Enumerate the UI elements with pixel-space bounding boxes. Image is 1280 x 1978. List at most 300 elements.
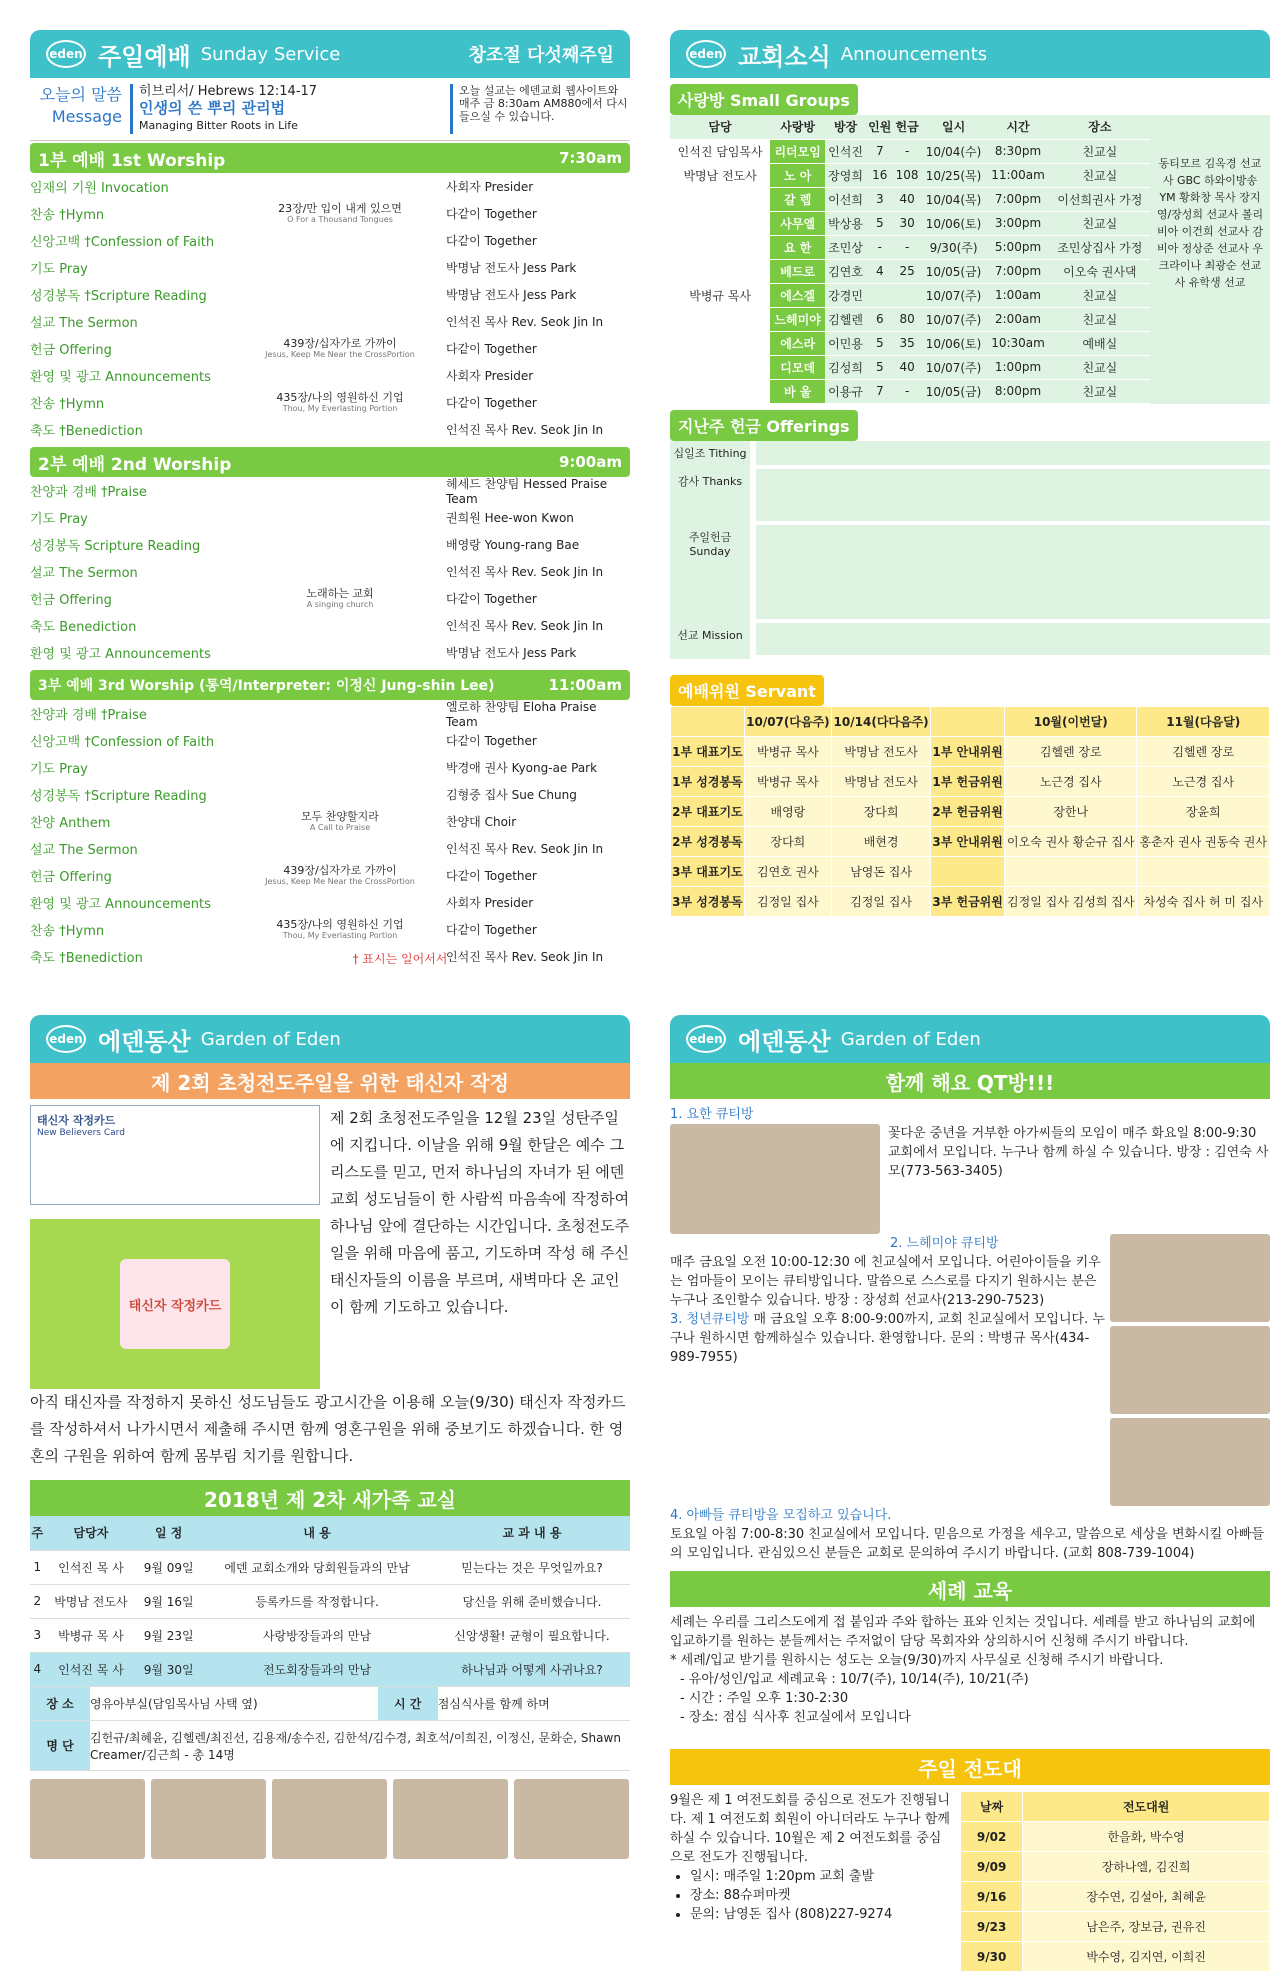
table-cell: 차성숙 집사 허 미 집사 (1137, 886, 1270, 916)
servant-title: 예배위원 Servant (670, 675, 824, 706)
table-cell: 9/23 (961, 1912, 1023, 1942)
table-cell (670, 355, 770, 379)
table-cell: 이용규 (825, 379, 866, 403)
table-row (670, 139, 1150, 163)
table-cell: 박상용 (825, 211, 866, 235)
program-item: 기도 Pray (30, 512, 88, 527)
program-item: 찬송 †Hymn (30, 397, 105, 412)
table-cell: 10/07(주) (921, 283, 987, 307)
table-cell: 친교실 (1050, 163, 1150, 187)
offering-value (756, 441, 1270, 465)
table-cell: 10/04(목) (921, 187, 987, 211)
table-cell: 등록카드를 작정합니다. (200, 1584, 434, 1618)
worship-1-list (30, 173, 630, 443)
table-cell: 친교실 (1050, 379, 1150, 403)
sunday-header (30, 30, 630, 78)
eden-left-section (30, 1015, 630, 1859)
list-item: - 장소: 점심 식사후 친교실에서 모입니다 (680, 1710, 911, 1725)
table-cell: 10/07(주) (921, 355, 987, 379)
program-item: 환영 및 광고 Announcements (30, 897, 211, 912)
program-row (30, 227, 630, 254)
table-cell: 친교실 (1050, 139, 1150, 163)
list-item: - 시간 : 주일 오후 1:30-2:30 (680, 1691, 849, 1706)
program-item: 찬송 †Hymn (30, 208, 105, 223)
header-row (961, 1792, 1270, 1822)
table-cell: 8:30pm (986, 139, 1049, 163)
table-cell (866, 283, 893, 307)
program-leader: 다같이 Together (446, 592, 537, 606)
table-cell: 3 (30, 1618, 45, 1652)
eden-logo-icon: eden (686, 40, 726, 68)
program-row (30, 862, 630, 889)
table-cell: 10:30am (986, 331, 1049, 355)
table-cell: 예배실 (1050, 331, 1150, 355)
table-cell: 10/06(토) (921, 331, 987, 355)
table-cell: 남영돈 집사 (832, 856, 931, 886)
table-cell: 강경민 (825, 283, 866, 307)
column-header (671, 706, 745, 736)
card-image: 태신자 작정카드 New Believers Card (30, 1105, 320, 1205)
column-header: 11월(다음달) (1137, 706, 1270, 736)
eden-logo-icon: eden (686, 1025, 726, 1053)
table-cell (1137, 856, 1270, 886)
newfamily-title: 2018년 제 2차 새가족 교실 (30, 1480, 630, 1516)
table-cell: 4 (30, 1652, 45, 1686)
table-cell: 전도회장들과의 만남 (200, 1652, 434, 1686)
table-cell (670, 235, 770, 259)
column-header (931, 706, 1005, 736)
program-leader: 박명남 전도사 Jess Park (446, 646, 577, 660)
table-cell: 박병규 목사 (670, 283, 770, 307)
offering-label: 십일조 Tithing (670, 441, 750, 469)
program-item: 성경봉독 Scripture Reading (30, 539, 201, 554)
table-cell: 3 (866, 187, 893, 211)
section-subtitle: Sunday Service (200, 43, 341, 65)
table-row (30, 1652, 630, 1686)
table-cell: 7:00pm (986, 187, 1049, 211)
header-row (30, 1516, 630, 1550)
newbeliever-title: 제 2회 초청전도주일을 위한 태신자 작정 (30, 1063, 630, 1099)
table-cell (670, 211, 770, 235)
table-cell: 인석진 목 사 (45, 1550, 138, 1584)
list-item: - 유아/성인/입교 세례교육 : 10/7(주), 10/14(주), 10/21(주) (680, 1672, 1029, 1687)
column-header: 주 (30, 1516, 45, 1550)
baptism-list (670, 1670, 1270, 1727)
program-row (30, 558, 630, 585)
table-row (30, 1618, 630, 1652)
table-cell: 에스라 (770, 331, 825, 355)
table-cell: 요 한 (770, 235, 825, 259)
program-leader: 인석진 목사 Rev. Seok Jin In (446, 315, 604, 329)
table-cell: 이오숙 권사 황순규 집사 (1005, 826, 1137, 856)
baptism-note: * 세례/입교 받기를 원하시는 성도는 오늘(9/30)까지 사무실로 신청해 주시기 바랍니다. (670, 1653, 1164, 1668)
column-header: 일시 (921, 115, 987, 139)
table-cell: 2부 성경봉독 (671, 826, 745, 856)
table-cell: 사랑방장들과의 만남 (200, 1618, 434, 1652)
table-cell: 이선희권사 가정 (1050, 187, 1150, 211)
column-header: 날짜 (961, 1792, 1023, 1822)
table-cell: 김연호 권사 (744, 856, 831, 886)
offerings-title: 지난주 헌금 Offerings (670, 410, 858, 441)
program-row (30, 504, 630, 531)
sermon-info (130, 84, 450, 134)
program-row (30, 477, 630, 504)
program-item: 성경봉독 †Scripture Reading (30, 289, 207, 304)
table-cell: 리더모임 (770, 139, 825, 163)
program-item: 설교 The Sermon (30, 316, 138, 331)
table-cell: 3부 성경봉독 (671, 886, 745, 916)
program-leader: 다같이 Together (446, 734, 537, 748)
ann-header: eden 교회소식 Announcements (670, 30, 1270, 78)
table-cell: 김헬렌 장로 (1137, 736, 1270, 766)
small-groups-title: 사랑방 Small Groups (670, 84, 858, 115)
table-cell: 3부 안내위원 (931, 826, 1005, 856)
program-leader: 인석진 목사 Rev. Seok Jin In (446, 565, 604, 579)
servant-table (670, 706, 1270, 917)
table-cell: 1부 성경봉독 (671, 766, 745, 796)
worship-3-list (30, 700, 630, 970)
column-header: 장소 (1050, 115, 1150, 139)
table-cell: 박명남 전도사 (832, 766, 931, 796)
table-cell: 장영희 (825, 163, 866, 187)
program-row (30, 700, 630, 727)
column-header: 담당 (670, 115, 770, 139)
stand-note: † 표시는 일어서서 (352, 952, 448, 966)
newbeliever-text-2: 아직 태신자를 작정하지 못하신 성도님들도 광고시간을 이용해 오늘(9/30) 태신자 작정카드를 작성하셔서 나가시면서 제출해 주시면 함께 영혼구원을 위해 중보기도 하겠습니다. 한 영혼의 구원을 위하여 함께 몸부림 치기를 원합니다. (30, 1393, 626, 1465)
program-row (30, 200, 630, 227)
column-header: 전도대원 (1023, 1792, 1270, 1822)
program-row (30, 173, 630, 200)
table-cell: 108 (893, 163, 920, 187)
eden-logo-icon: eden (46, 40, 86, 68)
program-row (30, 308, 630, 335)
table-cell: 에스겔 (770, 283, 825, 307)
table-cell: 김연호 (825, 259, 866, 283)
newfamily-photo (151, 1779, 266, 1859)
table-cell: 16 (866, 163, 893, 187)
program-song-en: Thou, My Everlasting Portion (282, 403, 398, 413)
table-cell: 7:00pm (986, 259, 1049, 283)
table-cell: 친교실 (1050, 307, 1150, 331)
table-cell: 3부 헌금위원 (931, 886, 1005, 916)
program-item: 축도 †Benediction (30, 951, 143, 966)
table-cell: 3:00pm (986, 211, 1049, 235)
table-cell: - (893, 379, 920, 403)
table-cell: 9월 30일 (137, 1652, 200, 1686)
offering-row (670, 469, 1270, 525)
column-header: 교 과 내 용 (434, 1516, 630, 1550)
table-cell: 장한나 (1005, 796, 1137, 826)
evangelism-list (670, 1867, 952, 1924)
table-cell: 7 (866, 139, 893, 163)
table-cell: 하나님과 어떻게 사귀나요? (434, 1652, 630, 1686)
table-cell: 1부 헌금위원 (931, 766, 1005, 796)
qt-4-heading: 4. 아빠들 큐티방을 모집하고 있습니다. (670, 1508, 892, 1523)
program-row (30, 781, 630, 808)
program-item: 설교 The Sermon (30, 566, 138, 581)
table-row (670, 259, 1150, 283)
table-row (671, 856, 1270, 886)
table-cell (670, 307, 770, 331)
qt-photo (1110, 1326, 1270, 1414)
program-item: 기도 Pray (30, 262, 88, 277)
table-cell: 장다희 (744, 826, 831, 856)
table-cell: 3부 대표기도 (671, 856, 745, 886)
program-row (30, 281, 630, 308)
table-cell: 김성희 (825, 355, 866, 379)
table-cell: 5 (866, 355, 893, 379)
table-row (670, 187, 1150, 211)
table-row (670, 355, 1150, 379)
program-leader: 찬양대 Choir (446, 815, 517, 829)
program-leader: 인석진 목사 Rev. Seok Jin In (446, 423, 604, 437)
program-leader: 사회자 Presider (446, 369, 534, 383)
program-item: 기도 Pray (30, 762, 88, 777)
program-row (30, 727, 630, 754)
program-row (30, 362, 630, 389)
table-row (671, 736, 1270, 766)
table-cell: 홍춘자 권사 권동숙 권사 (1137, 826, 1270, 856)
column-header: 내 용 (200, 1516, 434, 1550)
column-header: 방장 (825, 115, 866, 139)
program-row (30, 335, 630, 362)
table-cell: 40 (893, 187, 920, 211)
table-row (961, 1942, 1270, 1972)
offering-label: 선교 Mission (670, 623, 750, 659)
table-cell: 10/25(목) (921, 163, 987, 187)
table-cell: 박수영, 김지연, 이희진 (1023, 1942, 1270, 1972)
program-leader: 다같이 Together (446, 207, 537, 221)
program-row (30, 389, 630, 416)
table-row (671, 886, 1270, 916)
newfamily-photo (514, 1779, 629, 1859)
program-leader: 다같이 Together (446, 923, 537, 937)
table-cell: - (866, 235, 893, 259)
column-header: 10/14(다다음주) (832, 706, 931, 736)
program-item: 헌금 Offering (30, 870, 112, 885)
table-cell: 2부 대표기도 (671, 796, 745, 826)
program-song: 439장/십자가로 가까이 Jesus, Keep Me Near the CrossPortion (240, 865, 440, 887)
table-cell (893, 283, 920, 307)
table-cell: 노근경 집사 (1137, 766, 1270, 796)
program-song: 435장/나의 영원하신 기업 Thou, My Everlasting Portion (240, 919, 440, 941)
table-cell: 40 (893, 355, 920, 379)
table-cell: 갈 렙 (770, 187, 825, 211)
newfamily-info: 장 소 영유아부실(담임목사님 사택 옆) 시 간 점심식사를 함께 하며 명 단 김헌규/최혜윤, 김헬렌/최진선, 김용재/송수진, 김한석/김수경, 최호석/이희진, 이정신, 문화순, Shawn Creamer/김근희 - 총 14명 (30, 1687, 630, 1772)
program-row (30, 254, 630, 281)
program-leader: 인석진 목사 Rev. Seok Jin In (446, 950, 604, 964)
table-cell: 조민상 (825, 235, 866, 259)
section-title: 주일예배 (98, 42, 191, 71)
table-cell: 당신을 위해 준비했습니다. (434, 1584, 630, 1618)
newfamily-photo (272, 1779, 387, 1859)
program-song: 435장/나의 영원하신 기업 Thou, My Everlasting Portion (240, 392, 440, 414)
table-cell: 1부 대표기도 (671, 736, 745, 766)
program-leader: 다같이 Together (446, 869, 537, 883)
program-leader: 다같이 Together (446, 234, 537, 248)
table-cell: 박병규 목사 (744, 736, 831, 766)
table-cell: 김정일 집사 (832, 886, 931, 916)
offering-value (756, 525, 1270, 619)
table-row (961, 1882, 1270, 1912)
program-item: 찬송 †Hymn (30, 924, 105, 939)
table-cell: 11:00am (986, 163, 1049, 187)
table-cell (670, 379, 770, 403)
table-row (670, 379, 1150, 403)
column-header: 사랑방 (770, 115, 825, 139)
qt-2-text: 매주 금요일 오전 10:00-12:30 에 친교실에서 모입니다. 어린아이들을 키우는 엄마들이 모이는 큐티방입니다. 말씀으로 스스로를 다지기 원하시는 분은 누구나 조인할수 있습니다. 방장 : 장성희 선교사(213-290-7523) (670, 1255, 1101, 1308)
table-cell: 10/06(토) (921, 211, 987, 235)
table-cell: 김정일 집사 김성희 집사 (1005, 886, 1137, 916)
worship-2-bar: 2부 예배 2nd Worship 9:00am (30, 447, 630, 477)
program-song-en: Thou, My Everlasting Portion (282, 930, 398, 940)
program-leader: 배영랑 Young-rang Bae (446, 538, 580, 552)
baptism-title: 세례 교육 (670, 1571, 1270, 1607)
offering-row (670, 525, 1270, 623)
list-item: • 장소: 88슈퍼마켓 (690, 1886, 952, 1905)
column-header: 일 정 (137, 1516, 200, 1550)
table-cell: 이선희 (825, 187, 866, 211)
offering-label: 감사 Thanks (670, 469, 750, 525)
table-cell: 친교실 (1050, 211, 1150, 235)
table-cell: 8:00pm (986, 379, 1049, 403)
table-cell: 김헬렌 (825, 307, 866, 331)
table-cell: 사무엘 (770, 211, 825, 235)
qt-title: 함께 해요 QT방!!! (670, 1063, 1270, 1099)
offering-label: 주일헌금 Sunday (670, 525, 750, 623)
program-row (30, 916, 630, 943)
program-item: 축도 Benediction (30, 620, 137, 635)
table-row (961, 1912, 1270, 1942)
table-cell: 박명남 전도사 (832, 736, 931, 766)
table-cell: 5 (866, 211, 893, 235)
program-song: 23장/만 입이 내게 있으면 O For a Thousand Tongues (240, 203, 440, 225)
program-row (30, 531, 630, 558)
program-row (30, 754, 630, 781)
program-row (30, 612, 630, 639)
baptism-text: 세례는 우리를 그리스도에게 접 붙임과 주와 합하는 표와 인치는 것입니다. 세례를 받고 하나님의 교회에 입교하기를 원하는 분들께서는 주저없이 담당 목회자와 상의하시어 신청해 주시기 바랍니다. (670, 1615, 1256, 1649)
program-leader: 인석진 목사 Rev. Seok Jin In (446, 842, 604, 856)
column-header: 헌금 (893, 115, 920, 139)
evangelism-title: 주일 전도대 (670, 1749, 1270, 1785)
newfamily-photo (393, 1779, 508, 1859)
table-row (30, 1584, 630, 1618)
table-cell: 박병규 목사 (744, 766, 831, 796)
table-cell: 믿는다는 것은 무엇일까요? (434, 1550, 630, 1584)
table-cell: 한을화, 박수영 (1023, 1822, 1270, 1852)
evangelism-text: 9월은 제 1 여전도회를 중심으로 전도가 진행됩니다. 제 1 여전도회 회원이 아니더라도 누구나 함께 하실 수 있습니다. 10월은 제 2 여전도회를 중심으로 전도가 진행됩니다. (670, 1793, 950, 1865)
program-item: 성경봉독 †Scripture Reading (30, 789, 207, 804)
table-cell: 바 울 (770, 379, 825, 403)
worship-1-bar: 1부 예배 1st Worship 7:30am (30, 143, 630, 173)
program-leader: 사회자 Presider (446, 180, 534, 194)
program-row (30, 889, 630, 916)
qt-photo (670, 1124, 880, 1234)
table-cell: 장다희 (832, 796, 931, 826)
table-row (670, 211, 1150, 235)
table-cell: 남은주, 장보금, 권유진 (1023, 1912, 1270, 1942)
offerings-table (670, 441, 1270, 659)
verse: 히브리서/ Hebrews 12:14-17 (139, 84, 318, 99)
program-leader: 권희원 Hee-won Kwon (446, 511, 574, 525)
qt-4-text: 토요일 아침 7:00-8:30 친교실에서 모입니다. 믿음으로 가정을 세우고, 말씀으로 세상을 변화시킬 아빠들의 모임입니다. 관심있으신 분들은 교회로 문의하여 주시기 바랍니다. (교회 808-739-1004) (670, 1527, 1265, 1561)
table-cell: 6 (866, 307, 893, 331)
table-row (30, 1550, 630, 1584)
table-cell: 10/07(주) (921, 307, 987, 331)
program-item: 헌금 Offering (30, 593, 112, 608)
column-header: 10/07(다음주) (744, 706, 831, 736)
table-cell: 2 (30, 1584, 45, 1618)
table-cell (670, 259, 770, 283)
program-leader: 사회자 Presider (446, 896, 534, 910)
program-song-en: A Call to Praise (309, 822, 371, 832)
message-label: 오늘의 말씀 Message (39, 85, 122, 126)
program-item: 환영 및 광고 Announcements (30, 370, 211, 385)
program-row (30, 585, 630, 612)
program-song: 모두 찬양할지라 A Call to Praise (240, 811, 440, 833)
table-cell: 이오숙 권사댁 (1050, 259, 1150, 283)
table-cell (1005, 856, 1137, 886)
table-cell: 1 (30, 1550, 45, 1584)
announcements-section (670, 30, 1270, 917)
table-cell: 느헤미야 (770, 307, 825, 331)
table-row (671, 796, 1270, 826)
table-cell: 배영랑 (744, 796, 831, 826)
table-cell: 9/02 (961, 1822, 1023, 1852)
table-cell: 9/09 (961, 1852, 1023, 1882)
program-leader: 엘로하 찬양팀 Eloha Praise Team (446, 700, 597, 729)
table-cell: 박명남 전도사 (670, 163, 770, 187)
table-cell: 10/05(금) (921, 259, 987, 283)
table-cell: 1:00am (986, 283, 1049, 307)
table-cell: 1:00pm (986, 355, 1049, 379)
table-cell: 7 (866, 379, 893, 403)
table-cell: 9월 23일 (137, 1618, 200, 1652)
table-cell: 노근경 집사 (1005, 766, 1137, 796)
table-cell: 9/30(주) (921, 235, 987, 259)
column-header: 인원 (866, 115, 893, 139)
table-row (670, 331, 1150, 355)
program-item: 찬양 Anthem (30, 816, 111, 831)
table-cell: 9/16 (961, 1882, 1023, 1912)
offering-value (756, 469, 1270, 521)
header-row (670, 115, 1150, 139)
table-cell: 노 아 (770, 163, 825, 187)
table-cell: 친교실 (1050, 355, 1150, 379)
card-box-image: 태신자 작정카드 (30, 1219, 320, 1389)
offering-row (670, 441, 1270, 469)
program-song-en: Jesus, Keep Me Near the CrossPortion (265, 349, 415, 359)
qt-photo (1110, 1418, 1270, 1506)
sermon-title: 인생의 쓴 뿌리 관리법 (139, 99, 286, 117)
table-row (961, 1822, 1270, 1852)
small-groups-table (670, 115, 1150, 404)
table-cell: 이민용 (825, 331, 866, 355)
table-cell: - (893, 139, 920, 163)
table-cell: 10/04(수) (921, 139, 987, 163)
qt-2-heading: 2. 느헤미야 큐티방 (890, 1236, 999, 1251)
header-row (671, 706, 1270, 736)
program-leader: 다같이 Together (446, 342, 537, 356)
table-cell: 9월 09일 (137, 1550, 200, 1584)
eden-right-header: eden 에덴동산 Garden of Eden (670, 1015, 1270, 1063)
table-cell: 9월 16일 (137, 1584, 200, 1618)
table-cell: 에덴 교회소개와 당회원들과의 만남 (200, 1550, 434, 1584)
week-label: 창조절 다섯째주일 (468, 45, 614, 66)
offering-value (756, 623, 1270, 655)
table-row (671, 826, 1270, 856)
program-row (30, 639, 630, 666)
